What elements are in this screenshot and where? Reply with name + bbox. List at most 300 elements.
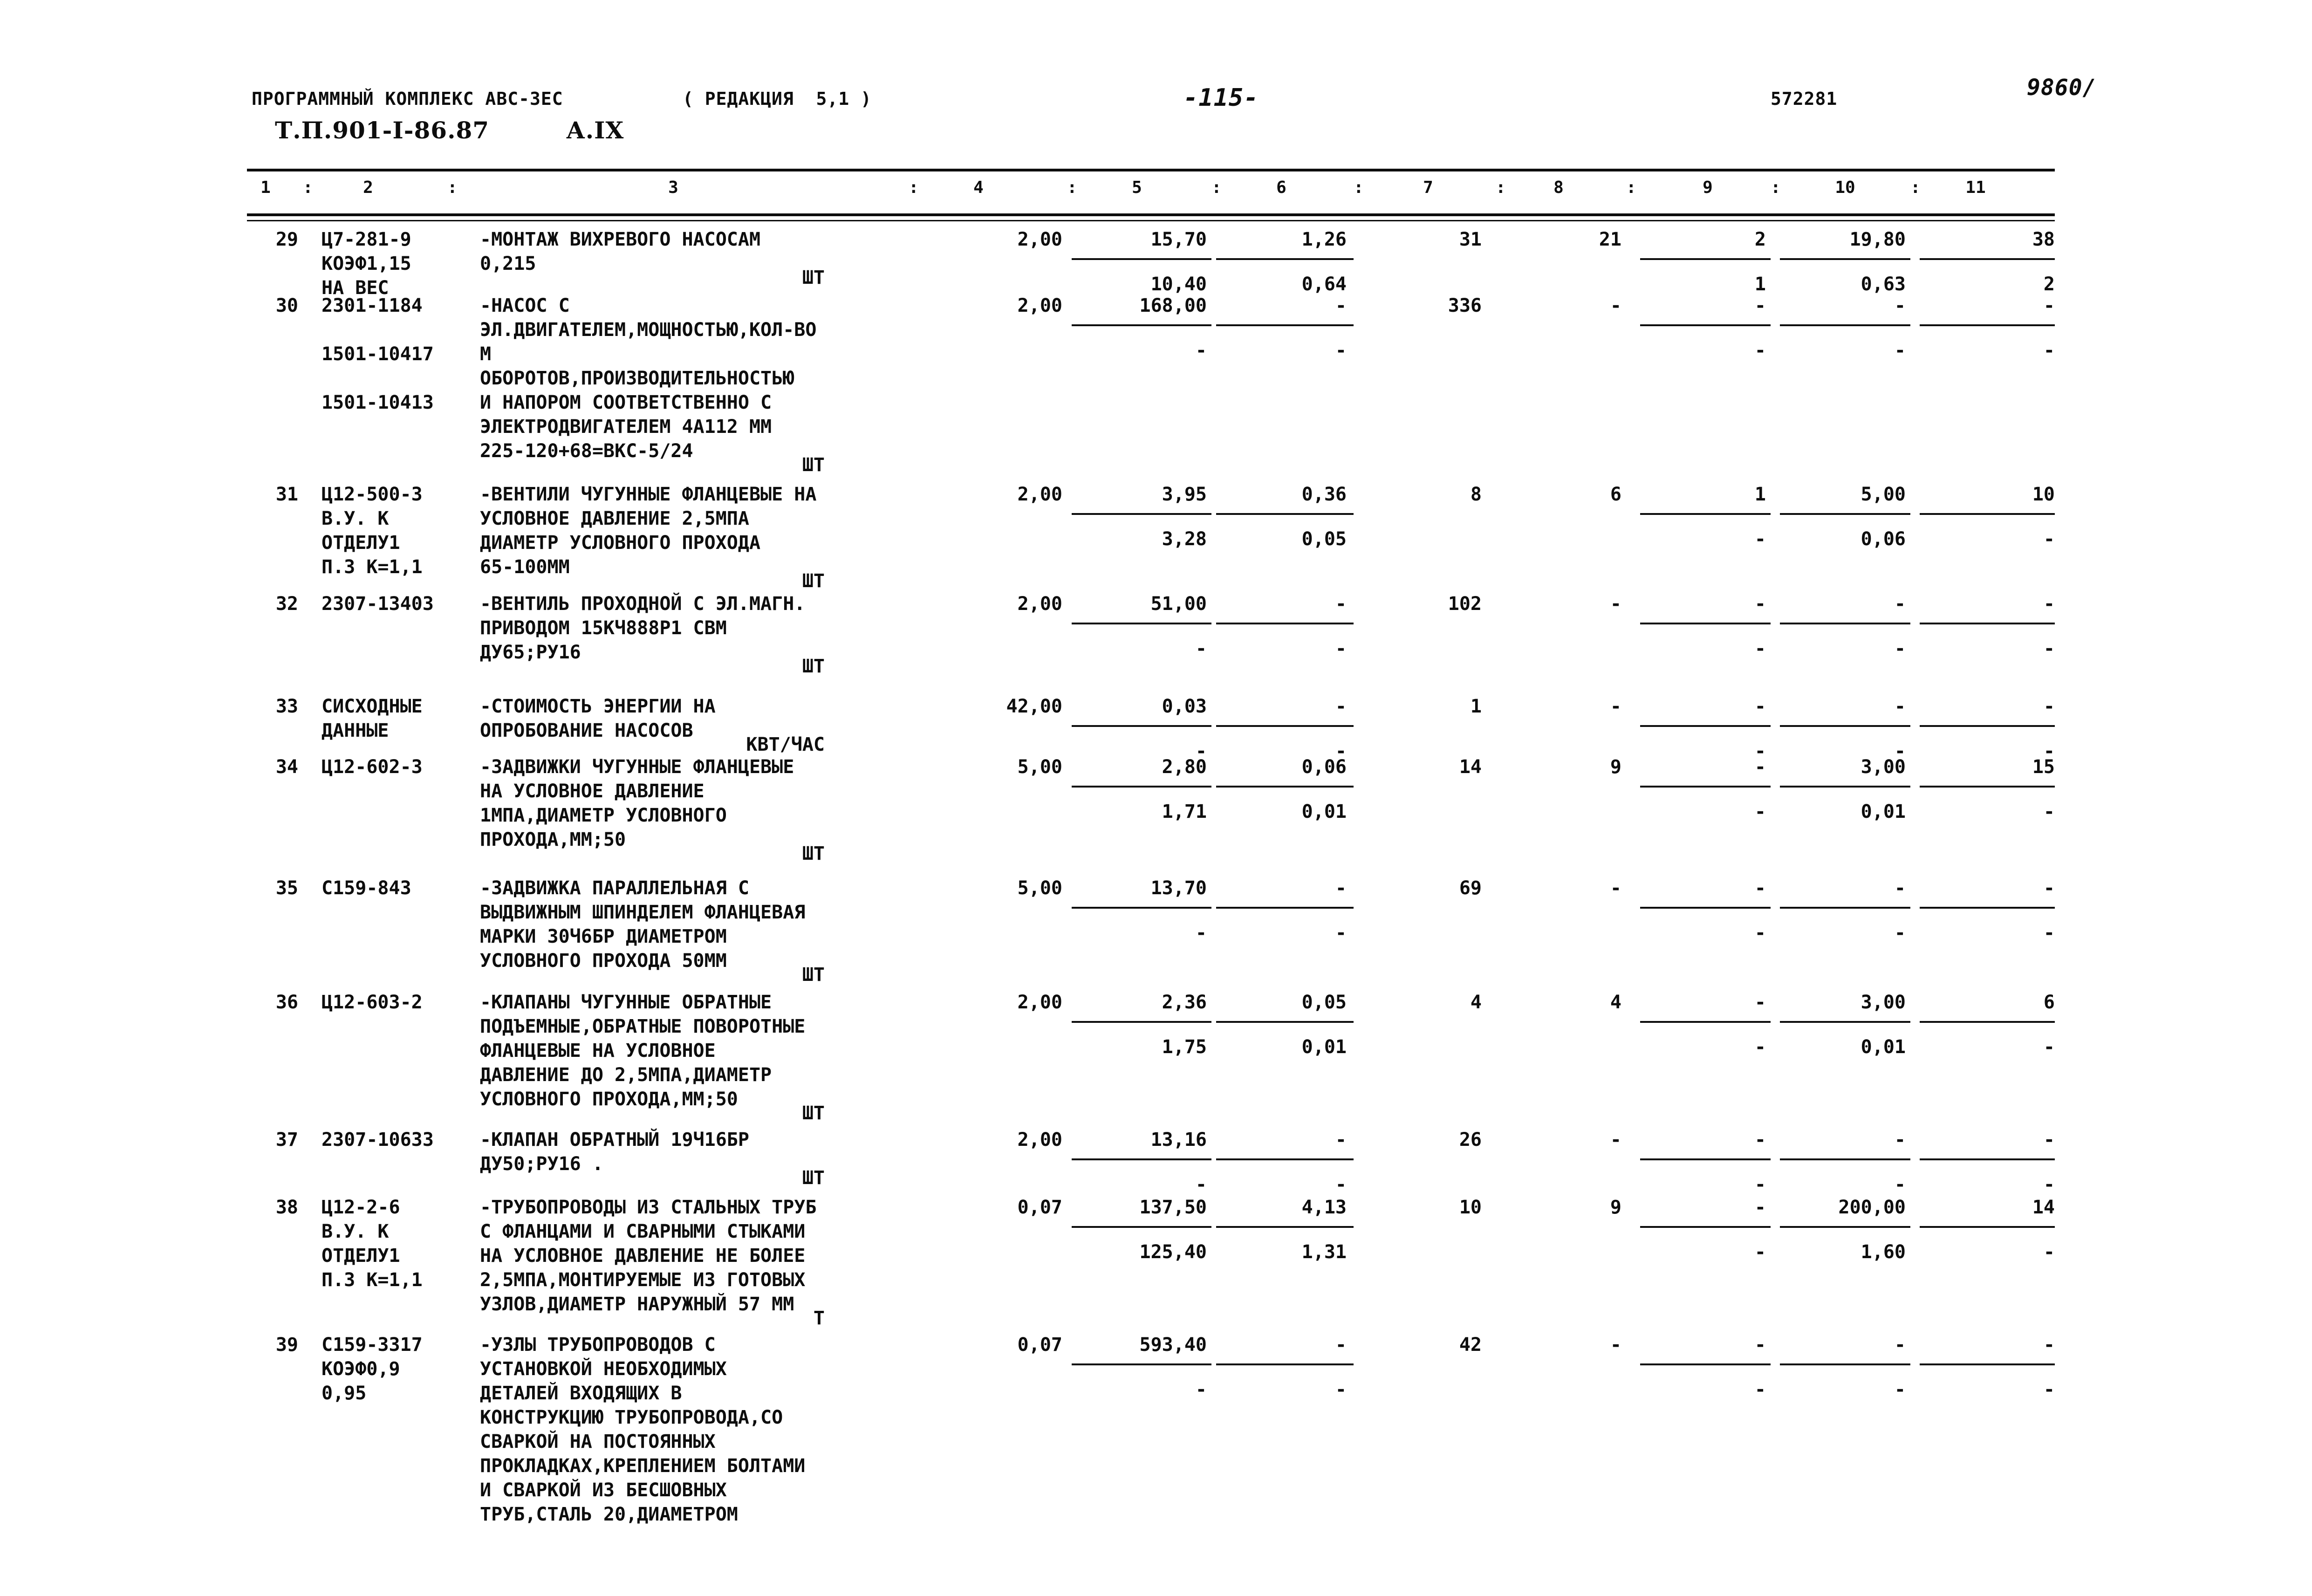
row-c11-value: - [2043,593,2055,615]
table-header-rule-2 [247,220,2055,221]
row-c5-value: 51,00 [1150,593,1207,615]
row-c6-value: - [1335,1334,1347,1356]
fraction-line [1920,786,2055,788]
row-c11-value: 10 [2032,484,2055,505]
row-c8-value: - [1610,1334,1621,1356]
row-description-line: ЭЛ.ДВИГАТЕЛЕМ,МОЩНОСТЬЮ,КОЛ-ВО [480,319,817,341]
row-number: 30 [275,295,298,316]
row-c10-subvalue: - [1894,1174,1906,1195]
row-c10-subvalue: - [1894,1379,1906,1400]
row-c6-value: - [1335,877,1347,899]
row-c11-subvalue: - [2043,1379,2055,1400]
row-description-line: ПРОХОДА,ММ;50 [480,829,626,850]
row-description-line: УСЛОВНОЕ ДАВЛЕНИЕ 2,5МПА [480,508,749,529]
fraction-line [1920,1226,2055,1228]
column-separator: : [1771,178,1781,197]
column-header-2: 2 [363,178,373,197]
fraction-line [1780,1021,1910,1023]
row-c8-value: - [1610,877,1621,899]
row-code-line: СИСХОДНЫЕ [321,696,423,717]
row-description-line: УСТАНОВКОЙ НЕОБХОДИМЫХ [480,1358,727,1380]
row-c9-subvalue: - [1754,638,1766,659]
row-c7-value: 102 [1448,593,1482,615]
column-separator: : [1496,178,1506,197]
fraction-line [1780,1363,1910,1365]
row-code-line: ОТДЕЛУ1 [321,1245,400,1267]
row-c8-value: 9 [1610,1197,1621,1218]
row-description-line: -ТРУБОПРОВОДЫ ИЗ СТАЛЬНЫХ ТРУБ [480,1197,817,1218]
row-c7-value: 31 [1459,229,1482,250]
row-description-line: -НАСОС С [480,295,570,316]
row-c7-value: 4 [1470,992,1482,1013]
fraction-line [1640,324,1771,326]
fraction-line [1920,907,2055,909]
row-code-line: 0,95 [321,1383,367,1404]
row-unit: ШТ [802,656,825,677]
fraction-line [1640,725,1771,727]
row-c7-value: 14 [1459,756,1482,778]
row-c11-value: - [2043,1129,2055,1151]
column-header-5: 5 [1132,178,1142,197]
column-separator: : [1211,178,1222,197]
row-code-line: П.3 К=1,1 [321,556,423,578]
table-top-rule [247,169,2055,171]
row-c9-value: 1 [1754,484,1766,505]
row-description-line: ОБОРОТОВ,ПРОИЗВОДИТЕЛЬНОСТЬЮ [480,368,794,389]
row-c11-subvalue: - [2043,1174,2055,1195]
row-c10-value: - [1894,1129,1906,1151]
row-c6-subvalue: - [1335,740,1347,762]
page-number: -115- [1183,84,1259,112]
row-description-line: И СВАРКОЙ ИЗ БЕСШОВНЫХ [480,1480,727,1501]
row-c7-value: 10 [1459,1197,1482,1218]
row-c6-subvalue: - [1335,638,1347,659]
row-c10-subvalue: - [1894,638,1906,659]
row-c5-subvalue: - [1195,740,1207,762]
row-c9-subvalue: - [1754,740,1766,762]
row-number: 38 [275,1197,298,1218]
row-c6-value: 0,36 [1301,484,1347,505]
row-c9-subvalue: - [1754,340,1766,361]
fraction-line [1780,725,1910,727]
row-c9-value: - [1754,593,1766,615]
row-c10-subvalue: 0,06 [1861,528,1906,550]
row-quantity: 2,00 [1017,229,1062,250]
fraction-line [1780,623,1910,624]
row-c7-value: 336 [1448,295,1482,316]
row-c10-subvalue: 0,01 [1861,801,1906,822]
column-separator: : [1626,178,1636,197]
row-c11-value: - [2043,295,2055,316]
row-description-line: ЭЛЕКТРОДВИГАТЕЛЕМ 4А112 ММ [480,416,772,438]
program-title: ПРОГРАММНЫЙ КОМПЛЕКС АВС-ЗЕС [252,89,563,109]
row-number: 37 [275,1129,298,1151]
row-description-line: ДУ50;РУ16 . [480,1153,603,1175]
row-c6-value: 1,26 [1301,229,1347,250]
row-c10-value: 3,00 [1861,756,1906,778]
row-description-line: -ЗАДВИЖКИ ЧУГУННЫЕ ФЛАНЦЕВЫЕ [480,756,794,778]
fraction-line [1920,513,2055,515]
fraction-line [1780,258,1910,260]
row-c11-subvalue: - [2043,1036,2055,1058]
row-c5-value: 3,95 [1162,484,1207,505]
row-c9-value: - [1754,877,1766,899]
row-c11-value: 15 [2032,756,2055,778]
row-c10-value: - [1894,696,1906,717]
row-c5-subvalue: - [1195,922,1207,944]
row-c10-subvalue: 1,60 [1861,1241,1906,1263]
row-code-line: 2307-10633 [321,1129,434,1151]
row-c5-value: 168,00 [1139,295,1207,316]
fraction-line [1780,786,1910,788]
row-c11-subvalue: - [2043,638,2055,659]
fraction-line [1216,786,1354,788]
row-c7-value: 42 [1459,1334,1482,1356]
row-number: 31 [275,484,298,505]
row-c10-value: 200,00 [1838,1197,1906,1218]
row-code-line: Ц7-281-9 [321,229,411,250]
fraction-line [1072,513,1211,515]
column-separator: : [1067,178,1077,197]
row-description-line: МАРКИ 30Ч6БР ДИАМЕТРОМ [480,926,727,947]
row-unit: КВТ/ЧАС [746,734,825,755]
fraction-line [1640,1021,1771,1023]
column-separator: : [1910,178,1921,197]
row-c10-value: 19,80 [1849,229,1906,250]
fraction-line [1216,1021,1354,1023]
row-code-line: 1501-10417 [321,343,434,365]
row-unit: ШТ [802,843,825,864]
row-c11-subvalue: - [2043,528,2055,550]
row-c6-value: 0,06 [1301,756,1347,778]
row-unit: ШТ [802,964,825,986]
fraction-line [1216,725,1354,727]
fraction-line [1920,1021,2055,1023]
fraction-line [1780,324,1910,326]
fraction-line [1920,623,2055,624]
row-c6-subvalue: - [1335,922,1347,944]
row-c6-subvalue: 0,05 [1301,528,1347,550]
fraction-line [1216,623,1354,624]
row-c9-value: - [1754,756,1766,778]
row-c5-value: 137,50 [1139,1197,1207,1218]
fraction-line [1780,513,1910,515]
row-c9-value: 2 [1754,229,1766,250]
row-description-line: -ВЕНТИЛЬ ПРОХОДНОЙ С ЭЛ.МАГН. [480,593,806,615]
row-description-line: ДЕТАЛЕЙ ВХОДЯЩИХ В [480,1383,682,1404]
row-c8-value: - [1610,696,1621,717]
row-description-line: НА УСЛОВНОЕ ДАВЛЕНИЕ НЕ БОЛЕЕ [480,1245,806,1267]
fraction-line [1072,1158,1211,1160]
row-c7-value: 8 [1470,484,1482,505]
row-description-line: -КЛАПАНЫ ЧУГУННЫЕ ОБРАТНЫЕ [480,992,772,1013]
fraction-line [1780,1226,1910,1228]
fraction-line [1920,1363,2055,1365]
row-c11-subvalue: - [2043,801,2055,822]
row-c6-subvalue: 0,64 [1301,274,1347,295]
row-c7-value: 26 [1459,1129,1482,1151]
row-c5-subvalue: 10,40 [1150,274,1207,295]
row-unit: ШТ [802,454,825,476]
fraction-line [1640,1363,1771,1365]
fraction-line [1640,786,1771,788]
row-number: 34 [275,756,298,778]
fraction-line [1216,258,1354,260]
row-description-line: КОНСТРУКЦИЮ ТРУБОПРОВОДА,СО [480,1407,783,1428]
row-description-line: ВЫДВИЖНЫМ ШПИНДЕЛЕМ ФЛАНЦЕВАЯ [480,902,806,923]
fraction-line [1216,1363,1354,1365]
row-c6-subvalue: 0,01 [1301,801,1347,822]
row-description-line: -СТОИМОСТЬ ЭНЕРГИИ НА [480,696,716,717]
row-c9-subvalue: 1 [1754,274,1766,295]
row-description-line: -КЛАПАН ОБРАТНЫЙ 19Ч16БР [480,1129,749,1151]
row-c5-subvalue: - [1195,1174,1207,1195]
row-code-line: Ц12-500-3 [321,484,423,505]
row-c10-value: 3,00 [1861,992,1906,1013]
row-number: 29 [275,229,298,250]
row-c10-value: - [1894,593,1906,615]
row-c7-value: 69 [1459,877,1482,899]
row-c5-value: 13,70 [1150,877,1207,899]
row-code-line: 1501-10413 [321,392,434,413]
row-description-line: -МОНТАЖ ВИХРЕВОГО НАСОСАМ [480,229,761,250]
row-c8-value: - [1610,1129,1621,1151]
row-unit: ШТ [802,570,825,592]
fraction-line [1072,623,1211,624]
fraction-line [1072,258,1211,260]
row-description-line: ПОДЪЕМНЫЕ,ОБРАТНЫЕ ПОВОРОТНЫЕ [480,1016,806,1037]
row-code-line: В.У. К [321,1221,389,1242]
fraction-line [1780,1158,1910,1160]
fraction-line [1920,1158,2055,1160]
row-c9-value: - [1754,992,1766,1013]
row-c6-value: - [1335,1129,1347,1151]
row-description-line: -УЗЛЫ ТРУБОПРОВОДОВ С [480,1334,716,1356]
row-number: 32 [275,593,298,615]
row-c10-subvalue: - [1894,740,1906,762]
row-c6-subvalue: - [1335,1174,1347,1195]
archive-stamp: 9860/ [2027,75,2097,101]
row-c5-value: 2,80 [1162,756,1207,778]
row-c10-value: - [1894,1334,1906,1356]
row-c11-value: 6 [2043,992,2055,1013]
row-description-line: ДАВЛЕНИЕ ДО 2,5МПА,ДИАМЕТР [480,1064,772,1086]
fraction-line [1640,907,1771,909]
row-code-line: КОЭФ0,9 [321,1358,400,1380]
document-code: 572281 [1771,89,1838,109]
column-header-11: 11 [1965,178,1986,197]
row-c11-value: 14 [2032,1197,2055,1218]
fraction-line [1072,907,1211,909]
row-description-line: 0,215 [480,253,536,274]
row-c11-subvalue: - [2043,740,2055,762]
row-c9-subvalue: - [1754,528,1766,550]
row-c5-subvalue: 3,28 [1162,528,1207,550]
row-description-line: ОПРОБОВАНИЕ НАСОСОВ [480,720,693,741]
row-c5-subvalue: 125,40 [1139,1241,1207,1263]
row-description-line: СВАРКОЙ НА ПОСТОЯННЫХ [480,1431,716,1452]
row-description-line: ПРИВОДОМ 15КЧ888Р1 СВМ [480,617,727,639]
row-code-line: С159-3317 [321,1334,423,1356]
row-description-line: ПРОКЛАДКАХ,КРЕПЛЕНИЕМ БОЛТАМИ [480,1455,806,1477]
fraction-line [1920,324,2055,326]
column-header-1: 1 [260,178,271,197]
row-c6-value: - [1335,696,1347,717]
row-c8-value: - [1610,295,1621,316]
row-unit: ШТ [802,1167,825,1189]
row-c6-value: 4,13 [1301,1197,1347,1218]
row-description-line: УЗЛОВ,ДИАМЕТР НАРУЖНЫЙ 57 ММ [480,1294,794,1315]
fraction-line [1640,623,1771,624]
row-c6-subvalue: - [1335,340,1347,361]
row-description-line: 65-100ММ [480,556,570,578]
fraction-line [1640,1158,1771,1160]
row-c5-subvalue: 1,71 [1162,801,1207,822]
row-c10-subvalue: - [1894,340,1906,361]
fraction-line [1216,1226,1354,1228]
row-c11-value: - [2043,1334,2055,1356]
row-quantity: 2,00 [1017,1129,1062,1151]
column-header-9: 9 [1703,178,1713,197]
table-header-rule [247,213,2055,216]
row-code-line: Ц12-602-3 [321,756,423,778]
row-description-line: НА УСЛОВНОЕ ДАВЛЕНИЕ [480,781,705,802]
row-c11-value: 38 [2032,229,2055,250]
row-c9-subvalue: - [1754,1241,1766,1263]
row-description-line: УСЛОВНОГО ПРОХОДА,ММ;50 [480,1089,738,1110]
fraction-line [1216,907,1354,909]
row-description-line: С ФЛАНЦАМИ И СВАРНЫМИ СТЫКАМИ [480,1221,806,1242]
row-number: 35 [275,877,298,899]
row-c8-value: - [1610,593,1621,615]
row-quantity: 2,00 [1017,295,1062,316]
row-quantity: 2,00 [1017,484,1062,505]
fraction-line [1072,1363,1211,1365]
row-number: 36 [275,992,298,1013]
edition-label: ( РЕДАКЦИЯ 5,1 ) [683,89,872,109]
column-header-6: 6 [1276,178,1286,197]
row-number: 33 [275,696,298,717]
row-quantity: 0,07 [1017,1334,1062,1356]
row-c6-subvalue: 0,01 [1301,1036,1347,1058]
column-separator: : [447,178,458,197]
fraction-line [1920,725,2055,727]
row-c9-value: - [1754,295,1766,316]
row-quantity: 42,00 [1006,696,1062,717]
row-c6-value: - [1335,295,1347,316]
row-c10-value: - [1894,295,1906,316]
fraction-line [1072,786,1211,788]
row-c10-value: 5,00 [1861,484,1906,505]
row-c5-value: 0,03 [1162,696,1207,717]
row-c11-subvalue: - [2043,922,2055,944]
column-header-3: 3 [668,178,678,197]
row-c6-value: 0,05 [1301,992,1347,1013]
fraction-line [1216,324,1354,326]
row-c11-value: - [2043,696,2055,717]
fraction-line [1640,258,1771,260]
column-header-10: 10 [1835,178,1855,197]
row-c9-subvalue: - [1754,1174,1766,1195]
row-c10-subvalue: 0,63 [1861,274,1906,295]
row-c5-subvalue: - [1195,1379,1207,1400]
row-description-line: ДУ65;РУ16 [480,642,581,663]
fraction-line [1216,513,1354,515]
fraction-line [1072,324,1211,326]
row-c5-subvalue: - [1195,638,1207,659]
row-description-line: ДИАМЕТР УСЛОВНОГО ПРОХОДА [480,532,761,554]
row-c7-value: 1 [1470,696,1482,717]
row-quantity: 2,00 [1017,593,1062,615]
row-description-line: ТРУБ,СТАЛЬ 20,ДИАМЕТРОМ [480,1504,738,1525]
row-code-line: 2301-1184 [321,295,423,316]
row-c5-value: 13,16 [1150,1129,1207,1151]
fraction-line [1216,1158,1354,1160]
row-code-line: ДАННЫЕ [321,720,389,741]
row-c11-subvalue: 2 [2043,274,2055,295]
fraction-line [1072,1226,1211,1228]
row-c9-subvalue: - [1754,922,1766,944]
column-header-7: 7 [1423,178,1433,197]
row-c8-value: 21 [1599,229,1621,250]
row-c6-subvalue: - [1335,1379,1347,1400]
row-c9-value: - [1754,1334,1766,1356]
row-number: 39 [275,1334,298,1356]
project-code: Т.П.901-I-86.87 [275,116,490,144]
fraction-line [1920,258,2055,260]
row-unit: Т [813,1308,825,1329]
row-description-line: И НАПОРОМ СООТВЕТСТВЕННО С [480,392,772,413]
column-separator: : [303,178,313,197]
fraction-line [1640,513,1771,515]
row-code-line: Ц12-603-2 [321,992,423,1013]
row-description-line: -ЗАДВИЖКА ПАРАЛЛЕЛЬНАЯ С [480,877,749,899]
fraction-line [1072,1021,1211,1023]
row-c8-value: 4 [1610,992,1621,1013]
row-c6-value: - [1335,593,1347,615]
row-code-line: 2307-13403 [321,593,434,615]
row-c11-subvalue: - [2043,340,2055,361]
row-description-line: М [480,343,492,365]
row-quantity: 5,00 [1017,877,1062,899]
row-quantity: 5,00 [1017,756,1062,778]
column-header-4: 4 [973,178,984,197]
row-description-line: УСЛОВНОГО ПРОХОДА 50ММ [480,950,727,972]
row-c6-subvalue: 1,31 [1301,1241,1347,1263]
row-code-line: С159-843 [321,877,411,899]
row-c5-value: 15,70 [1150,229,1207,250]
row-c5-subvalue: - [1195,340,1207,361]
row-description-line: 225-120+68=ВКС-5/24 [480,440,693,462]
row-description-line: 1МПА,ДИАМЕТР УСЛОВНОГО [480,805,727,826]
row-code-line: П.3 К=1,1 [321,1269,423,1291]
row-c10-subvalue: 0,01 [1861,1036,1906,1058]
row-code-line: ОТДЕЛУ1 [321,532,400,554]
row-c9-value: - [1754,696,1766,717]
row-quantity: 0,07 [1017,1197,1062,1218]
column-separator: : [1354,178,1364,197]
row-c9-subvalue: - [1754,1036,1766,1058]
row-code-line: Ц12-2-6 [321,1197,400,1218]
row-c11-subvalue: - [2043,1241,2055,1263]
row-c11-value: - [2043,877,2055,899]
row-description-line: -ВЕНТИЛИ ЧУГУННЫЕ ФЛАНЦЕВЫЕ НА [480,484,817,505]
row-c8-value: 6 [1610,484,1621,505]
fraction-line [1072,725,1211,727]
column-separator: : [909,178,919,197]
row-description-line: ФЛАНЦЕВЫЕ НА УСЛОВНОЕ [480,1040,716,1062]
fraction-line [1780,907,1910,909]
